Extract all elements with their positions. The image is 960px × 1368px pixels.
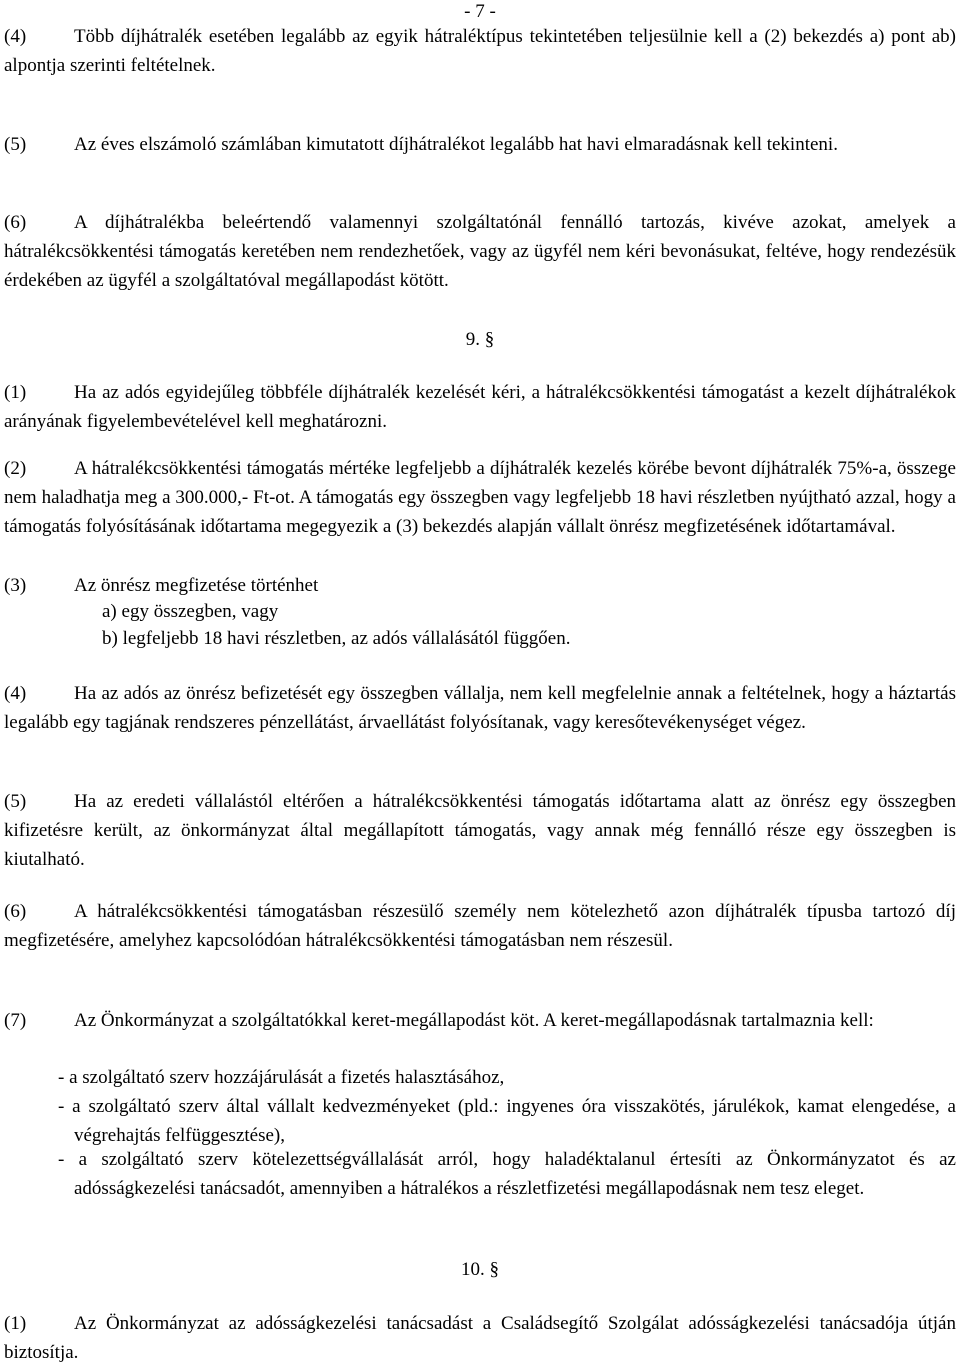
paragraph-text: Több díjhátralék esetében legalább az egyik hátraléktípus tekintetében teljesülnie kell a (2) bekezdés a) pont ab) alpontja szerinti feltételnek. [4,26,956,76]
paragraph-8-4 [4,23,956,81]
paragraph-text: A hátralékcsökkentési támogatásban részesülő személy nem kötelezhető azon díjhátralék típusba tartozó díj megfizetésére, amelyhez kapcsolódóan hátralékcsökkentési támogatásban nem részesül. [4,901,956,951]
list-item-b: b) legfeljebb 18 havi részletben, az adós vállalásától függően. [102,628,571,649]
paragraph-number: (4) [4,683,27,704]
paragraph-9-7 [4,1007,956,1036]
paragraph-number: (1) [4,382,27,403]
paragraph-text: Az önrész megfizetése történhet [74,575,319,596]
paragraph-9-4 [4,680,956,738]
section-heading-10: 10. § [461,1259,499,1280]
paragraph-text: Az Önkormányzat az adósságkezelési tanácsadást a Családsegítő Szolgálat adósságkezelési tanácsadója útján biztosítja. [4,1313,956,1363]
paragraph-text: A díjhátralékba beleértendő valamennyi szolgáltatónál fennálló tartozás, kivéve azokat, amelyek a hátralékcsökkentési támogatás keretében nem rendezhetőek, vagy az ügyfél nem kéri bevonásukat, feltéve, hogy rendezésük érdekében az ügyfél a szolgáltatóval megállapodást kötött. [4,212,956,291]
paragraph-number: (5) [4,134,27,155]
paragraph-text: Ha az eredeti vállalástól eltérően a hátralékcsökkentési támogatás időtartama alatt az önrész egy összegben kifizetésre került, az önkormányzat által megállapított támogatás, vagy annak még fennálló része egy összegben is kiutalható. [4,791,956,870]
list-item-a: a) egy összegben, vagy [102,601,279,622]
paragraph-number: (6) [4,901,27,922]
page-number: - 7 - [464,1,496,22]
paragraph-10-1 [4,1310,956,1368]
paragraph-text: A hátralékcsökkentési támogatás mértéke legfeljebb a díjhátralék kezelés körébe bevont díjhátralék 75%-a, összege nem haladhatja meg a 300.000,- Ft-ot. A támogatás egy összegben vagy legfeljebb 18 havi részletben nyújtható azzal, hogy a támogatás folyósításának időtartama megegyezik a (3) bekezdés alapján vállalt önrész megfizetésének időtartamával. [4,458,956,537]
paragraph-number: (7) [4,1010,27,1031]
list-item-dash: - a szolgáltató szerv által vállalt kedvezményeket (pld.: ingyenes óra visszakötés, járulékok, kamat elengedése, a végrehajtás felfüggesztése), [58,1096,956,1146]
paragraph-number: (1) [4,1313,27,1334]
paragraph-text: Ha az adós egyidejűleg többféle díjhátralék kezelését kéri, a hátralékcsökkentési támogatást a kezelt díjhátralékok arányának figyelembevételével kell meghatározni. [4,382,956,432]
paragraph-number: (4) [4,26,27,47]
paragraph-9-1 [4,379,956,437]
list-item-dash: - a szolgáltató szerv hozzájárulását a fizetés halasztásához, [58,1067,505,1088]
paragraph-text: Az éves elszámoló számlában kimutatott díjhátralékot legalább hat havi elmaradásnak kell tekinteni. [74,134,838,155]
paragraph-text: Az Önkormányzat a szolgáltatókkal keret-megállapodást köt. A keret-megállapodásnak tartalmaznia kell: [74,1010,874,1031]
paragraph-8-5 [4,131,956,160]
paragraph-9-5 [4,788,956,874]
paragraph-number: (3) [4,575,27,596]
list-item-dash: - a szolgáltató szerv kötelezettségvállalását arról, hogy haladéktalanul értesíti az Önkormányzatot és az adósságkezelési tanácsadót, amennyiben a hátralékos a részletfizetési megállapodásnak nem tesz eleget. [58,1149,956,1199]
paragraph-9-6 [4,898,956,956]
paragraph-number: (5) [4,791,27,812]
paragraph-8-6 [4,209,956,295]
section-heading-9: 9. § [465,329,495,350]
paragraph-number: (2) [4,458,27,479]
paragraph-text: Ha az adós az önrész befizetését egy összegben vállalja, nem kell megfelelnie annak a feltételnek, hogy a háztartás legalább egy tagjának rendszeres pénzellátást, árvaellátást folyósítanak, vagy keresőtevékenységet végez. [4,683,956,733]
paragraph-9-3 [4,574,318,598]
paragraph-9-2 [4,455,956,541]
paragraph-number: (6) [4,212,27,233]
